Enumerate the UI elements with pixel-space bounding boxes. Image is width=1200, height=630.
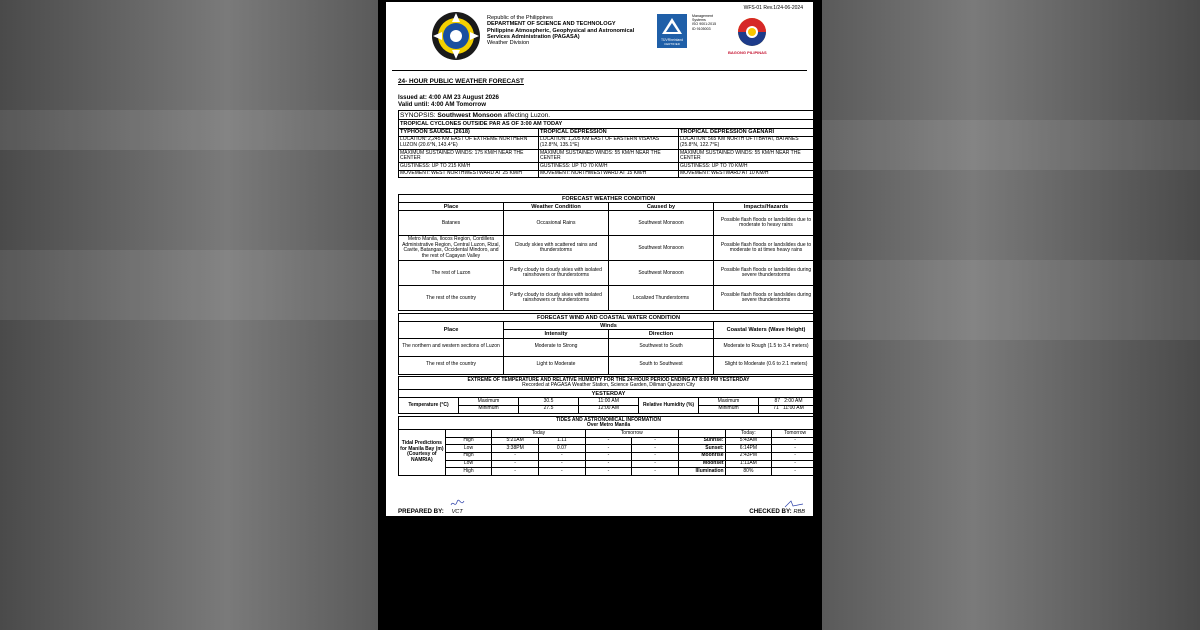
forecast-row	[399, 236, 819, 261]
blur-band	[822, 260, 1200, 340]
forecast-cause: Southwest Monsoon	[609, 261, 714, 286]
header-divider	[392, 70, 807, 71]
tidal-label: Tidal Predictions for Manila Bay (m) (Courtesy of NAMRIA)	[399, 430, 446, 476]
col-place: Place	[399, 322, 504, 338]
agency-line: DEPARTMENT OF SCIENCE AND TECHNOLOGY	[487, 21, 616, 28]
wind-row	[399, 356, 819, 374]
document-header	[392, 2, 807, 68]
iso-line: ID 9105003	[692, 26, 711, 31]
rh-kind: Minimum	[699, 405, 759, 413]
forecast-weather: Occasional Rains	[504, 211, 609, 236]
blank-cell	[678, 430, 725, 438]
cyclone-row	[399, 163, 819, 171]
wind-header-row	[399, 322, 819, 330]
col-impacts: Impacts/Hazards	[714, 203, 819, 211]
tide-time-tomorrow: -	[585, 468, 632, 476]
yesterday-label: YESTERDAY	[399, 390, 819, 398]
cyclone-cell: GUSTINESS: UP TO 70 KM/H	[679, 163, 819, 171]
valid-until: Valid until: 4:00 AM Tomorrow	[398, 101, 487, 108]
tide-type: High	[445, 437, 492, 445]
astro-tomorrow-value: -	[772, 460, 819, 468]
cyclone-name: TROPICAL DEPRESSION GAENARI	[679, 128, 819, 136]
cyclone-cell: GUSTINESS: UP TO 70 KM/H	[539, 163, 679, 171]
forecast-impact: Possible flash floods or landslides due to moderate to heavy rains	[714, 211, 819, 236]
temp-value: 27.5	[519, 405, 579, 413]
iso-line: ISO 9001:2015	[692, 22, 717, 27]
tide-height: 1.11	[538, 437, 585, 445]
col-intensity: Intensity	[504, 330, 609, 338]
pagasa-logo	[432, 12, 480, 60]
tide-time: -	[492, 460, 539, 468]
issue-info	[398, 94, 499, 108]
blurred-background-left	[0, 0, 378, 630]
cyclone-cell: MOVEMENT: WESTWARD AT 10 KM/H	[679, 170, 819, 178]
tide-type: High	[445, 468, 492, 476]
extremes-table	[398, 376, 819, 414]
cyclone-cell: LOCATION: 1,205 KM EAST OF EASTERN VISAYAS (12.8°N, 135.1°E)	[539, 136, 679, 149]
tide-time: 3:38PM	[492, 445, 539, 453]
prepared-signature	[450, 499, 466, 509]
cyclone-cell: MAXIMUM SUSTAINED WINDS: 175 KM/H NEAR THE CENTER	[399, 150, 539, 163]
tide-time: -	[492, 452, 539, 460]
document-number: WFS-01 Rev.1/24-06-2024	[743, 5, 803, 11]
temp-time: 12:00 AM	[579, 405, 639, 413]
tides-tomorrow: Tomorrow	[585, 430, 678, 438]
blurred-background-right	[822, 0, 1200, 630]
tide-type: High	[445, 452, 492, 460]
forecast-impact: Possible flash floods or landslides during severe thunderstorms	[714, 286, 819, 311]
iso-cert-text: CERTIFIED	[664, 42, 680, 46]
wind-row	[399, 338, 819, 356]
bagong-pilipinas-logo	[732, 16, 772, 50]
astro-label: Sunset:	[678, 445, 725, 453]
forecast-row	[399, 286, 819, 311]
rh-time: 2:00 AM	[784, 397, 803, 404]
agency-line: Republic of the Philippines	[487, 15, 553, 21]
astro-label: Illumination	[678, 468, 725, 476]
tide-time-tomorrow: -	[585, 445, 632, 453]
forecast-impact: Possible flash floods or landslides due to moderate to at times heavy rains	[714, 236, 819, 261]
agency-line: Weather Division	[487, 40, 530, 47]
astro-tomorrow: Tomorrow	[772, 430, 819, 438]
cyclone-cell: MAXIMUM SUSTAINED WINDS: 55 KM/H NEAR THE CENTER	[539, 150, 679, 163]
iso-mark-text: TÜVRheinland	[660, 38, 684, 42]
cyclone-name: TYPHOON SAUDEL (2618)	[399, 128, 539, 136]
wind-place: The rest of the country	[399, 356, 504, 374]
checked-by	[749, 508, 805, 515]
tide-height-tomorrow: -	[632, 468, 679, 476]
wind-coastal: Slight to Moderate (0.6 to 2.1 meters)	[714, 356, 819, 374]
tide-time: -	[492, 468, 539, 476]
rh-kind: Maximum	[699, 398, 759, 406]
extremes-row	[399, 405, 819, 413]
col-coastal: Coastal Waters (Wave Height)	[714, 322, 819, 338]
synopsis-label: SYNOPSIS:	[400, 111, 436, 119]
agency-line: Philippine Atmospheric, Geophysical and Astronomical	[487, 27, 635, 34]
forecast-place: Metro Manila, Ilocos Region, Cordillera Administrative Region, Central Luzon, Rizal, Cavite, Batangas, Occidental Mindoro, and the rest of Cagayan Valley	[399, 236, 504, 261]
tide-height: 0.07	[538, 445, 585, 453]
tides-row	[399, 445, 819, 453]
tide-height: -	[538, 460, 585, 468]
astro-tomorrow-value: -	[772, 468, 819, 476]
prepared-by	[398, 508, 463, 515]
cyclone-cell: GUSTINESS: UP TO 215 KM/H	[399, 163, 539, 171]
agency-line: Services Administration (PAGASA)	[487, 33, 580, 40]
forecast-table	[398, 194, 819, 311]
forecast-impact: Possible flash floods or landslides during severe thunderstorms	[714, 261, 819, 286]
astro-label: Moonrise	[678, 452, 725, 460]
tides-row	[399, 437, 819, 445]
forecast-weather: Partly cloudy to cloudy skies with isolated rainshowers or thunderstorms	[504, 261, 609, 286]
extremes-title: EXTREME OF TEMPERATURE AND RELATIVE HUMIDITY FOR THE 24-HOUR PERIOD ENDING AT 8:00 PM YESTERDAY	[467, 376, 750, 383]
cyclone-row	[399, 170, 819, 178]
astro-today-value: 2:43PM	[725, 452, 772, 460]
cyclone-cell: LOCATION: 565 KM NORTH OF ITBAYAT, BATANES (25.8°N, 122.7°E)	[679, 136, 819, 149]
forecast-cause: Southwest Monsoon	[609, 236, 714, 261]
blur-band	[0, 110, 378, 150]
col-caused-by: Caused by	[609, 203, 714, 211]
astro-today-value: 80%	[725, 468, 772, 476]
rh-value: 87	[774, 397, 781, 404]
cyclone-cell: LOCATION: 2,245 KM EAST OF EXTREME NORTHERN LUZON (20.6°N, 143.4°E)	[399, 136, 539, 149]
agency-name	[487, 15, 634, 46]
forecast-place: The rest of the country	[399, 286, 504, 311]
forecast-sheet	[386, 2, 813, 516]
checked-label: CHECKED BY:	[749, 508, 792, 515]
tide-time-tomorrow: -	[585, 452, 632, 460]
tides-header-row	[399, 430, 819, 438]
astro-today: Today:	[725, 430, 772, 438]
astro-today-value: 5:43AM	[725, 437, 772, 445]
astro-label: Moonset	[678, 460, 725, 468]
tides-table	[398, 416, 819, 476]
prepared-label: PREPARED BY:	[398, 508, 444, 515]
tide-height: -	[538, 452, 585, 460]
rh-value: 71	[773, 405, 779, 412]
tide-height-tomorrow: -	[632, 460, 679, 468]
temp-time: 11:00 AM	[579, 398, 639, 406]
forecast-weather: Partly cloudy to cloudy skies with isolated rainshowers or thunderstorms	[504, 286, 609, 311]
iso-certification-logo	[657, 14, 687, 48]
issued-at: Issued at: 4:00 AM 23 August 2026	[398, 94, 499, 101]
tides-title: TIDES AND ASTRONOMICAL INFORMATION	[556, 416, 661, 423]
forecast-row	[399, 261, 819, 286]
forecast-title: 24- HOUR PUBLIC WEATHER FORECAST	[398, 78, 524, 85]
forecast-place: Batanes	[399, 211, 504, 236]
col-place: Place	[399, 203, 504, 211]
tide-time-tomorrow: -	[585, 437, 632, 445]
wind-table	[398, 313, 819, 375]
tide-height-tomorrow: -	[632, 445, 679, 453]
tides-subtitle: Over Metro Manila	[586, 422, 631, 429]
forecast-cause: Localized Thunderstorms	[609, 286, 714, 311]
document-page	[378, 0, 821, 630]
tides-row	[399, 452, 819, 460]
wind-intensity: Light to Moderate	[504, 356, 609, 374]
tide-height-tomorrow: -	[632, 437, 679, 445]
col-winds: Winds	[504, 322, 714, 330]
tide-height: -	[538, 468, 585, 476]
cyclones-heading: TROPICAL CYCLONES OUTSIDE PAR AS OF 3:00 AM TODAY	[399, 120, 819, 128]
rh-label: Relative Humidity (%)	[639, 398, 699, 413]
rh-value-time	[759, 405, 819, 413]
astro-today-value: 1:11AM	[725, 460, 772, 468]
wind-direction: South to Southwest	[609, 356, 714, 374]
temp-value: 30.5	[519, 398, 579, 406]
blur-band	[0, 250, 378, 320]
astro-today-value: 6:14PM	[725, 445, 772, 453]
rh-value-time	[759, 398, 819, 406]
tide-time-tomorrow: -	[585, 460, 632, 468]
forecast-weather: Cloudy skies with scattered rains and thunderstorms	[504, 236, 609, 261]
cyclone-cell: MOVEMENT: NORTHWESTWARD AT 15 KM/H	[539, 170, 679, 178]
tides-heading	[399, 417, 819, 430]
cyclone-cell: MOVEMENT: WEST NORTHWESTWARD AT 25 KM/H	[399, 170, 539, 178]
iso-line: Systems	[692, 18, 706, 23]
forecast-row	[399, 211, 819, 236]
bagong-pilipinas-label: BAGONG PILIPINAS	[728, 50, 767, 55]
col-weather: Weather Condition	[504, 203, 609, 211]
wind-heading: FORECAST WIND AND COASTAL WATER CONDITION	[399, 314, 819, 322]
forecast-cause: Southwest Monsoon	[609, 211, 714, 236]
extremes-subtitle: Recorded at PAGASA Weather Station, Science Garden, Diliman Quezon City	[522, 382, 695, 389]
extremes-heading	[399, 377, 819, 390]
cyclone-row	[399, 150, 819, 163]
rh-time: 11:00 AM	[782, 405, 804, 412]
forecast-header-row	[399, 203, 819, 211]
cyclone-name: TROPICAL DEPRESSION	[539, 128, 679, 136]
extremes-row	[399, 398, 819, 406]
iso-caption	[692, 14, 716, 31]
temp-kind: Minimum	[459, 405, 519, 413]
tide-time: 5:21AM	[492, 437, 539, 445]
tides-row	[399, 460, 819, 468]
synopsis-row	[399, 111, 819, 120]
tides-today: Today	[492, 430, 585, 438]
cyclone-table	[398, 110, 819, 178]
wind-place: The northern and western sections of Luzon	[399, 338, 504, 356]
synopsis-rest: affecting Luzon.	[501, 111, 551, 119]
tide-type: Low	[445, 445, 492, 453]
synopsis-system: Southwest Monsoon	[437, 111, 502, 119]
blur-band	[822, 120, 1200, 170]
astro-tomorrow-value: -	[772, 437, 819, 445]
astro-tomorrow-value: -	[772, 452, 819, 460]
cyclone-row	[399, 136, 819, 149]
astro-tomorrow-value: -	[772, 445, 819, 453]
checked-signature	[783, 499, 805, 509]
iso-line: Management	[692, 14, 713, 18]
astro-label: Sunrise:	[678, 437, 725, 445]
checked-name: RBB	[793, 509, 805, 515]
wind-coastal: Moderate to Rough (1.5 to 3.4 meters)	[714, 338, 819, 356]
wind-direction: Southwest to South	[609, 338, 714, 356]
prepared-name: VCT	[451, 509, 463, 515]
col-direction: Direction	[609, 330, 714, 338]
tide-type: Low	[445, 460, 492, 468]
temp-kind: Maximum	[459, 398, 519, 406]
tides-row	[399, 468, 819, 476]
forecast-place: The rest of Luzon	[399, 261, 504, 286]
tide-height-tomorrow: -	[632, 452, 679, 460]
blank-cell	[445, 430, 492, 438]
cyclone-names-row	[399, 128, 819, 136]
synopsis	[399, 111, 819, 120]
forecast-heading: FORECAST WEATHER CONDITION	[399, 195, 819, 203]
wind-intensity: Moderate to Strong	[504, 338, 609, 356]
cyclone-cell: MAXIMUM SUSTAINED WINDS: 55 KM/H NEAR THE CENTER	[679, 150, 819, 163]
temp-label: Temperature (°C)	[399, 398, 459, 413]
